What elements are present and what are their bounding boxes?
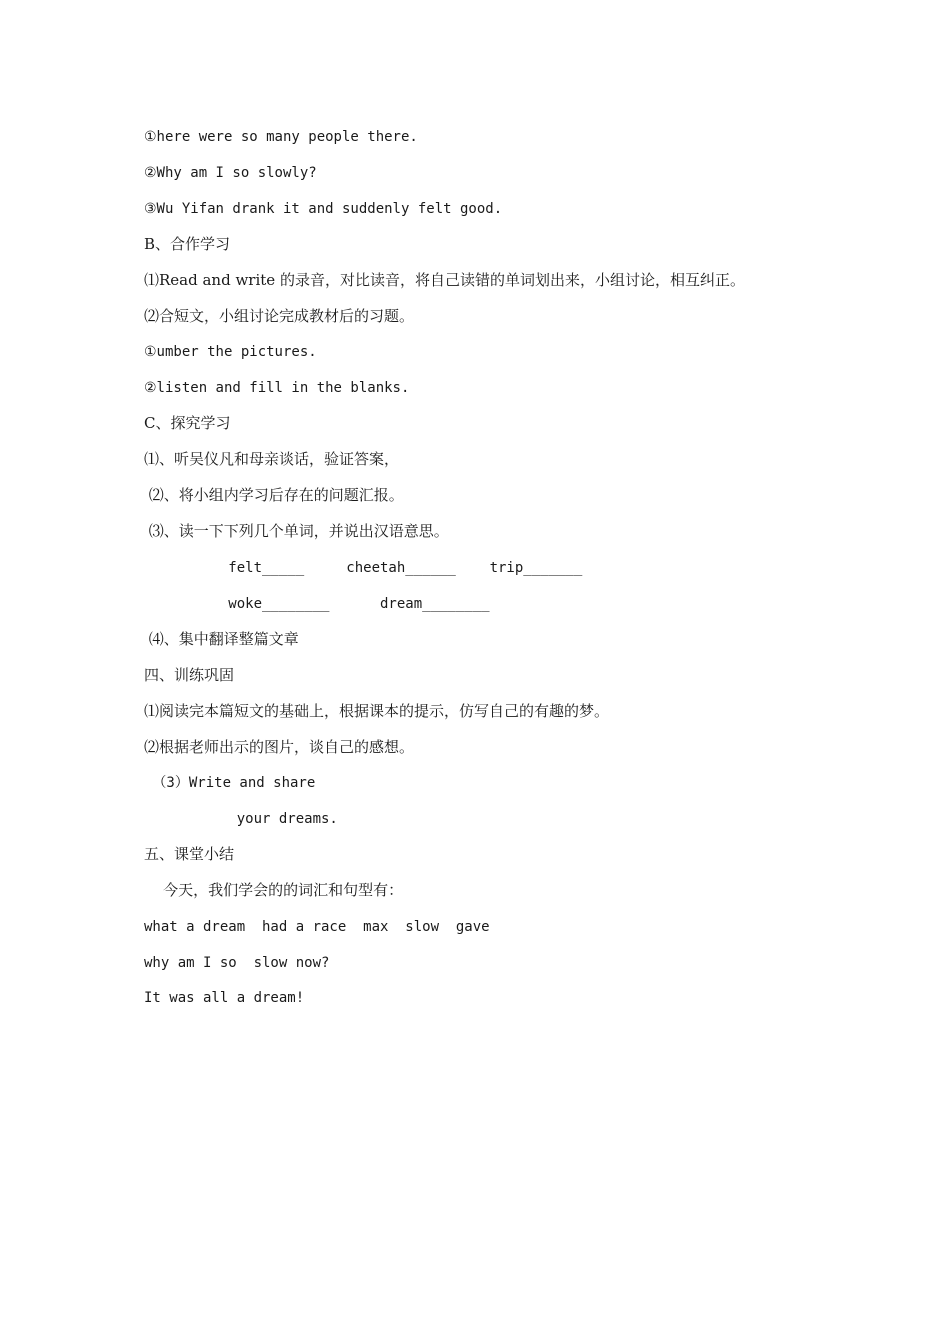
- task-4-1: ⑴阅读完本篇短文的基础上，根据课本的提示，仿写自己的有趣的梦。: [144, 702, 610, 720]
- section-4-heading: 四、训练巩固: [144, 666, 235, 684]
- task-c3: ⑶、读一下下列几个单词，并说出汉语意思。: [144, 522, 449, 540]
- sentence-2: ②Why am I so slowly?: [144, 165, 317, 181]
- section-5-heading: 五、课堂小结: [144, 845, 235, 863]
- task-b2: ⑵合短文，小组讨论完成教材后的习题。: [144, 307, 415, 325]
- task-c2: ⑵、将小组内学习后存在的问题汇报。: [144, 486, 404, 504]
- sentence-3: ③Wu Yifan drank it and suddenly felt good.: [144, 201, 503, 217]
- task-c1: ⑴、听吴仪凡和母亲谈话，验证答案，: [144, 450, 400, 468]
- sentence-pattern-2: It was all a dream!: [144, 990, 305, 1006]
- word-blanks-row-2: woke________ dream________: [144, 596, 490, 612]
- word-blanks-row-1: felt_____ cheetah______ trip_______: [144, 560, 583, 576]
- exercise-fill-blanks: ②listen and fill in the blanks.: [144, 380, 410, 396]
- task-b1: ⑴Read and write 的录音，对比读音，将自己读错的单词划出来，小组讨论，相互纠正。: [144, 271, 745, 289]
- sentence-1: ①here were so many people there.: [144, 129, 418, 145]
- sentence-pattern-1: why am I so slow now?: [144, 955, 330, 971]
- task-4-2: ⑵根据老师出示的图片，谈自己的感想。: [144, 738, 415, 756]
- task-4-3: （3）Write and share: [144, 775, 316, 791]
- summary-intro: 今天，我们学会的的词汇和句型有：: [144, 881, 404, 899]
- section-b-heading: B、合作学习: [144, 235, 231, 253]
- exercise-number-pictures: ①umber the pictures.: [144, 344, 317, 360]
- task-4-3-continued: your dreams.: [144, 811, 338, 827]
- section-c-heading: C、探究学习: [144, 414, 231, 432]
- vocab-list: what a dream had a race max slow gave: [144, 919, 490, 935]
- task-c4: ⑷、集中翻译整篇文章: [144, 630, 299, 648]
